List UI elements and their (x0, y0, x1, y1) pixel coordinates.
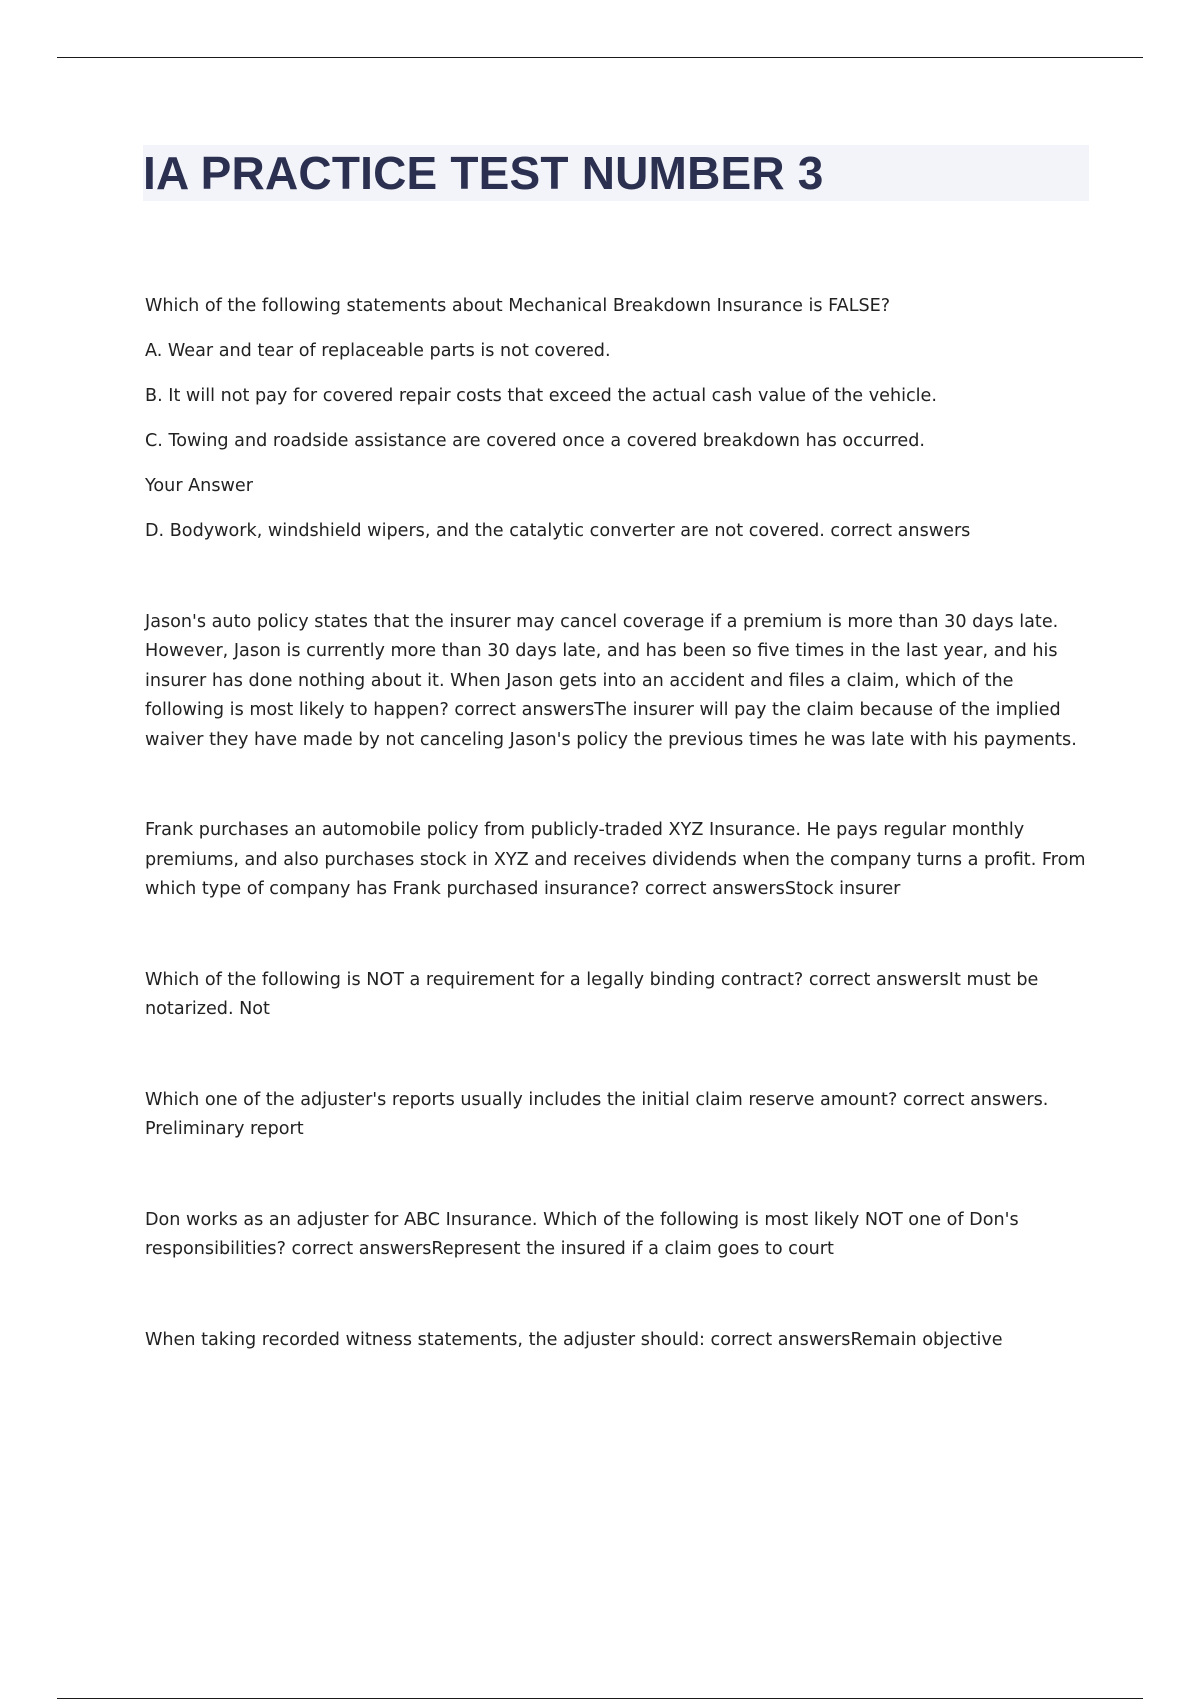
option-b: B. It will not pay for covered repair costs that exceed the actual cash value of the vehicle. (145, 386, 937, 406)
question-paragraph: Which one of the adjuster's reports usually includes the initial claim reserve amount? correct answers. Preliminary report (145, 1089, 1049, 1139)
question-block-1 (145, 292, 1090, 547)
question-block-5 (145, 1086, 1090, 1145)
question-block-7 (145, 1326, 1090, 1356)
bottom-rule (57, 1698, 1143, 1699)
question-block-6 (145, 1206, 1090, 1265)
your-answer-label: Your Answer (145, 476, 253, 496)
option-c: C. Towing and roadside assistance are covered once a covered breakdown has occurred. (145, 431, 925, 451)
question-paragraph: Which of the following is NOT a requirement for a legally binding contract? correct answersIt must be notarized. Not (145, 969, 1039, 1019)
question-paragraph: When taking recorded witness statements, the adjuster should: correct answersRemain objective (145, 1329, 1003, 1350)
option-a: A. Wear and tear of replaceable parts is not covered. (145, 341, 611, 361)
page-title: IA PRACTICE TEST NUMBER 3 (143, 147, 824, 199)
question-paragraph: Frank purchases an automobile policy from publicly-traded XYZ Insurance. He pays regular monthly premiums, and also purchases stock in XYZ and receives dividends when the company turns a profit. From which type of company has Frank purchased insurance? correct answersStock insurer (145, 820, 1086, 899)
question-block-3 (145, 816, 1090, 905)
option-d: D. Bodywork, windshield wipers, and the catalytic converter are not covered. correct answers (145, 521, 971, 541)
top-rule (57, 57, 1143, 58)
title-banner (143, 145, 1089, 201)
question-block-4 (145, 966, 1090, 1025)
document-body (145, 292, 1090, 1355)
question-block-2 (145, 608, 1090, 756)
question-paragraph: Jason's auto policy states that the insurer may cancel coverage if a premium is more than 30 days late. However, Jason is currently more than 30 days late, and has been so five times in the last year, and his insurer has done nothing about it. When Jason gets into an accident and files a claim, which of the following is most likely to happen? correct answersThe insurer will pay the claim because of the implied waiver they have made by not canceling Jason's policy the previous times he was late with his payments. (145, 611, 1077, 750)
question-paragraph: Don works as an adjuster for ABC Insurance. Which of the following is most likely NOT one of Don's responsibilities? correct answersRepresent the insured if a claim goes to court (145, 1209, 1019, 1259)
question-text: Which of the following statements about Mechanical Breakdown Insurance is FALSE? (145, 296, 891, 316)
